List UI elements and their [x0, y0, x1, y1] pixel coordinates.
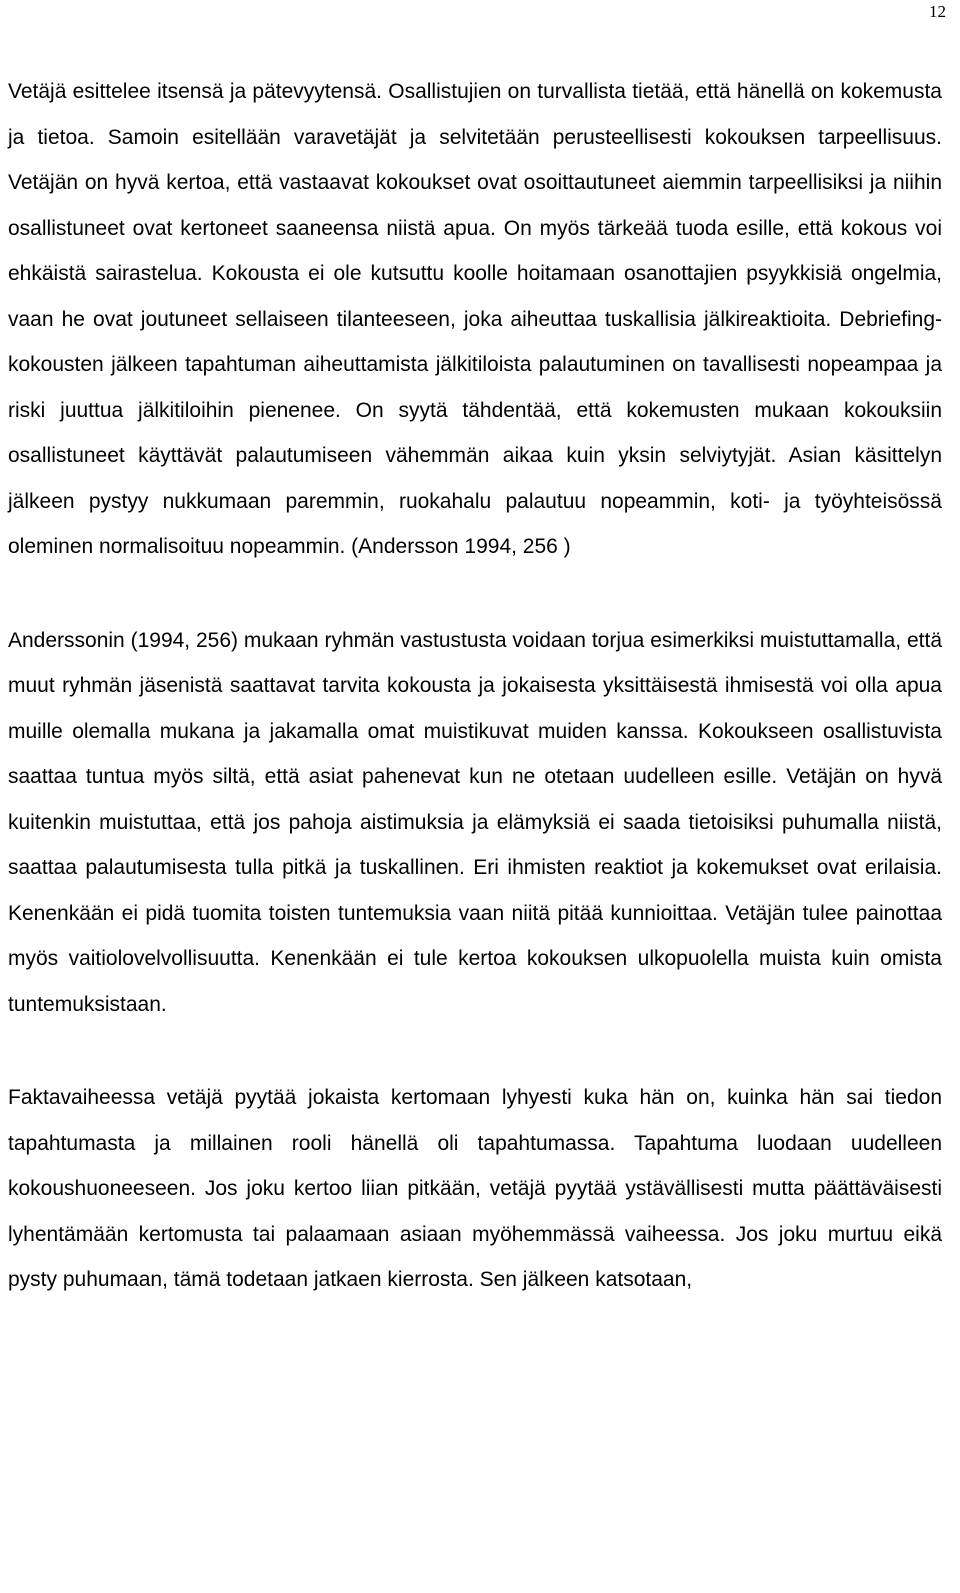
page-number: 12 [929, 2, 946, 21]
paragraph-resistance: Anderssonin (1994, 256) mukaan ryhmän vastustusta voidaan torjua esimerkiksi muistuttamalla, että muut ryhmän jäsenistä saattavat tarvita kokousta ja jokaisesta yksittäisestä ihmisestä voi olla apua muille olemalla mukana ja jakamalla omat muistikuvat muiden kanssa. Kokoukseen osallistuvista saattaa tuntua myös siltä, että asiat pahenevat kun ne otetaan uudelleen esille. Vetäjän on hyvä kuitenkin muistuttaa, että jos pahoja aistimuksia ja elämyksiä ei saada tietoisiksi puhumalla niistä, saattaa palautumisesta tulla pitkä ja tuskallinen. Eri ihmisten reaktiot ja kokemukset ovat erilaisia. Kenenkään ei pidä tuomita toisten tuntemuksia vaan niitä pitää kunnioittaa. Vetäjän tulee painottaa myös vaitiolovelvollisuutta. Kenenkään ei tule kertoa kokouksen ulkopuolella muista kuin omista tuntemuksistaan. [8, 628, 942, 1016]
paragraph-intro: Vetäjä esittelee itsensä ja pätevyytensä. Osallistujien on turvallista tietää, että hänellä on kokemusta ja tietoa. Samoin esitellään varavetäjät ja selvitetään perusteellisesti kokouksen tarpeellisuus. Vetäjän on hyvä kertoa, että vastaavat kokoukset ovat osoittautuneet aiemmin tarpeellisiksi ja niihin osallistuneet ovat kertoneet saaneensa niistä apua. On myös tärkeää tuoda esille, että kokous voi ehkäistä sairastelua. Kokousta ei ole kutsuttu koolle hoitamaan osanottajien psyykkisiä ongelmia, vaan he ovat joutuneet sellaiseen tilanteeseen, joka aiheuttaa tuskallisia jälkireaktioita. Debriefing-kokousten jälkeen tapahtuman aiheuttamista jälkitiloista palautuminen on tavallisesti nopeampaa ja riski juuttua jälkitiloihin pienenee. On syytä tähdentää, että kokemusten mukaan kokouksiin osallistuneet käyttävät palautumiseen vähemmän aikaa kuin yksin selviytyjät. Asian käsittelyn jälkeen pystyy nukkumaan paremmin, ruokahalu palautuu nopeammin, koti- ja työyhteisössä oleminen normalisoituu nopeammin. (Andersson 1994, 256 ) [8, 80, 942, 558]
paragraph-fact-phase: Faktavaiheessa vetäjä pyytää jokaista kertomaan lyhyesti kuka hän on, kuinka hän sai tiedon tapahtumasta ja millainen rooli hänellä oli tapahtumassa. Tapahtuma luodaan uudelleen kokoushuoneeseen. Jos joku kertoo liian pitkään, vetäjä pyytää ystävällisesti mutta päättäväisesti lyhentämään kertomusta tai palaamaan asiaan myöhemmässä vaiheessa. Jos joku murtuu eikä pysty puhumaan, tämä todetaan jatkaen kierrosta. Sen jälkeen katsotaan, [8, 1086, 942, 1291]
document-body [8, 69, 942, 1303]
